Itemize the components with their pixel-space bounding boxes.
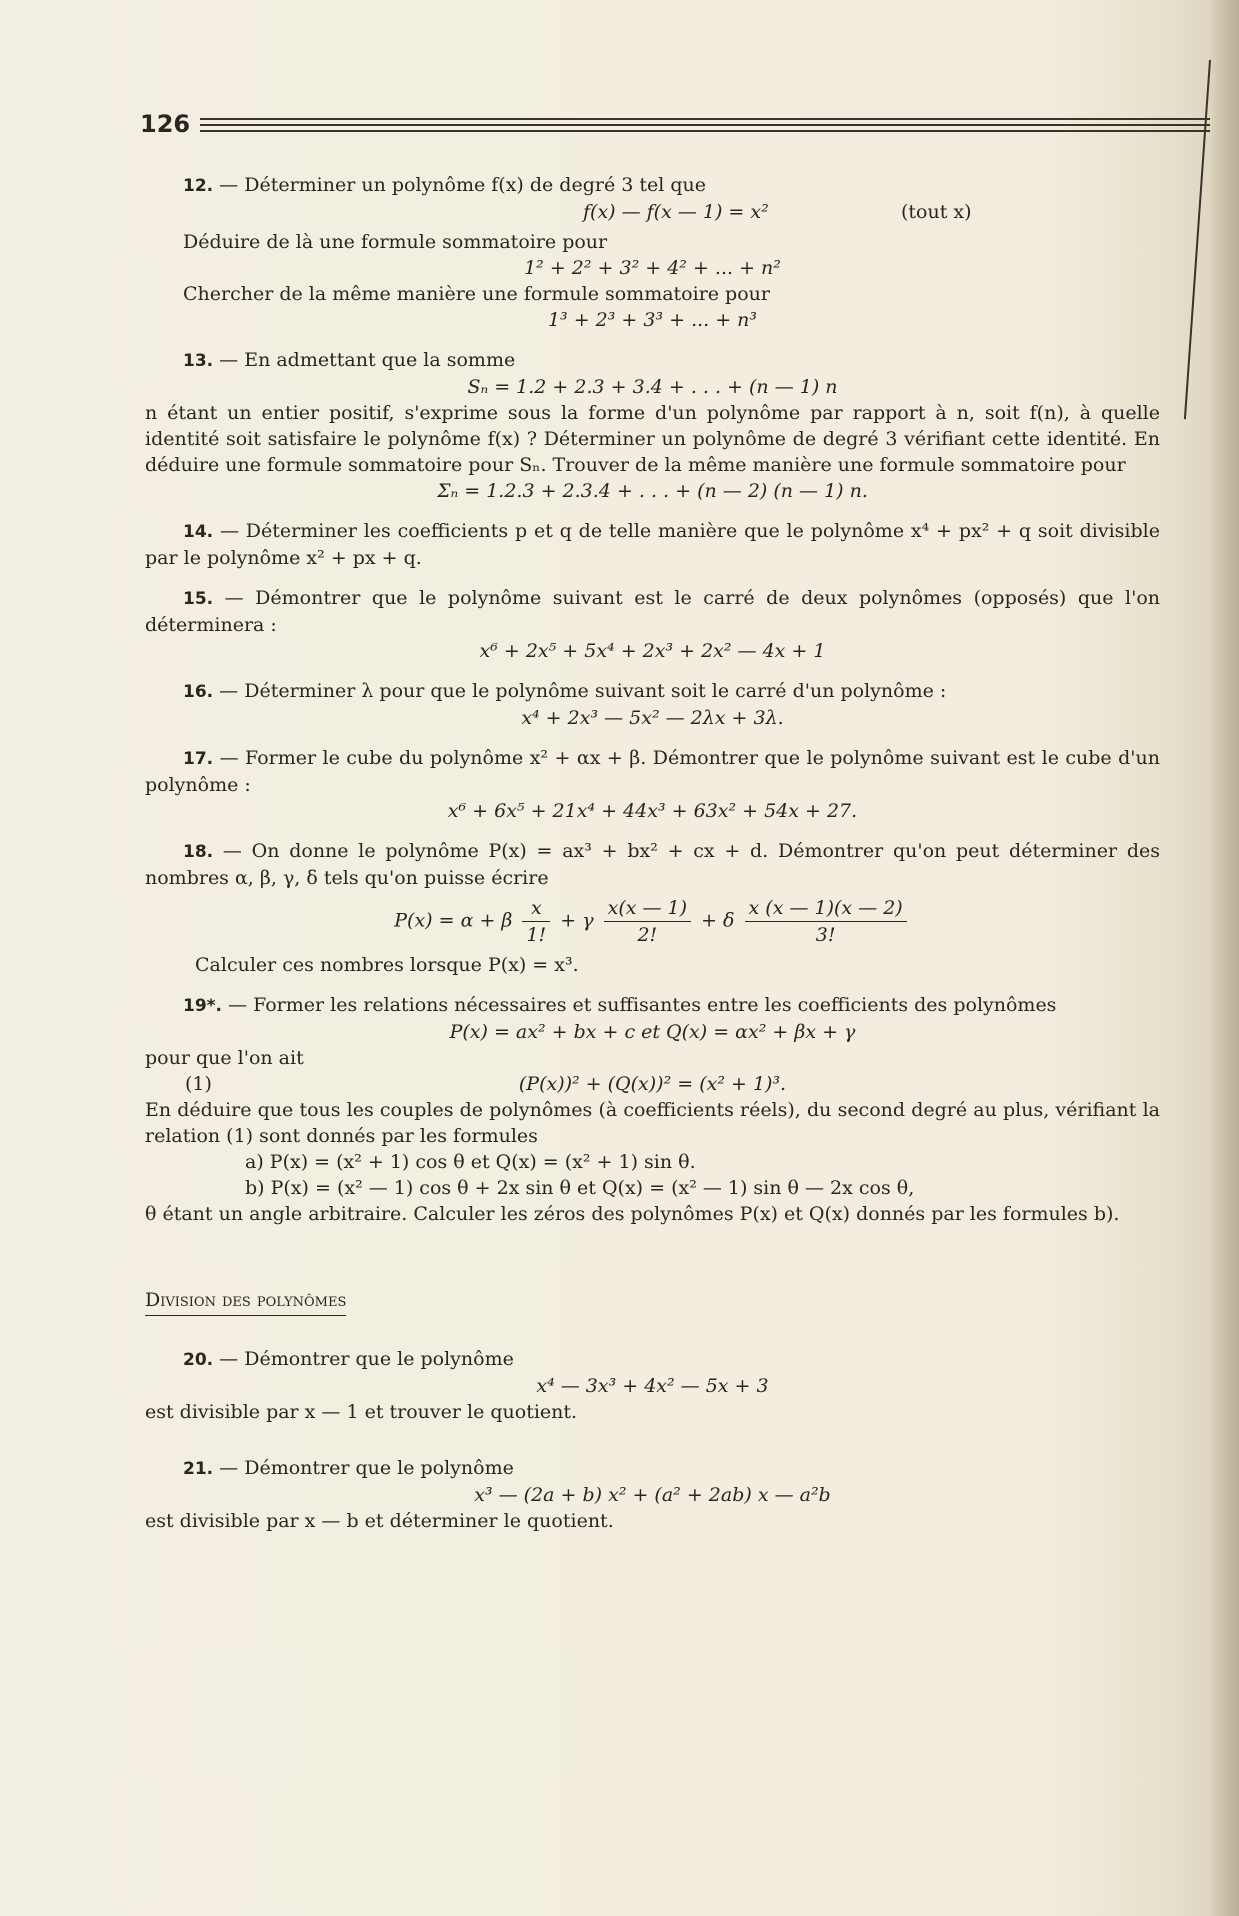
- exercise-text: — Former le cube du polynôme x² + αx + β. Démontrer que le polynôme suivant est le cube d'un polynôme :: [145, 747, 1160, 796]
- exercise-text: Déduire de là une formule sommatoire pour: [183, 231, 608, 253]
- exercise-number: 19*.: [183, 996, 223, 1016]
- exercise-18: [145, 838, 1160, 978]
- exercise-text: — Démontrer que le polynôme suivant est le carré de deux polynômes (opposés) que l'on déterminera :: [145, 587, 1160, 636]
- exercise-text: — Déterminer λ pour que le polynôme suivant soit le carré d'un polynôme :: [219, 680, 947, 702]
- equation-note: (tout x): [901, 201, 972, 223]
- equation: Σₙ = 1.2.3 + 2.3.4 + . . . + (n — 2) (n — 1) n.: [437, 480, 868, 502]
- equation-term: + γ: [560, 909, 594, 932]
- page-fold-line: [1184, 60, 1211, 419]
- exercise-number: 18.: [183, 842, 214, 862]
- exercise-text: est divisible par x — b et déterminer le quotient.: [145, 1510, 614, 1532]
- equation: f(x) — f(x — 1) = x²: [583, 201, 769, 223]
- equation: (P(x))² + (Q(x))² = (x² + 1)³.: [518, 1073, 787, 1095]
- exercise-number: 20.: [183, 1350, 214, 1370]
- exercise-12: [145, 172, 1160, 333]
- exercise-text: — Démontrer que le polynôme: [219, 1348, 514, 1370]
- equation-term: + δ: [701, 909, 735, 932]
- section-heading: [145, 1287, 1160, 1316]
- exercise-text: — Démontrer que le polynôme: [219, 1457, 514, 1479]
- equation: 1² + 2² + 3² + 4² + ... + n²: [524, 257, 781, 279]
- equation: x³ — (2a + b) x² + (a² + 2ab) x — a²b: [474, 1484, 831, 1506]
- equation: x⁴ + 2x³ — 5x² — 2λx + 3λ.: [521, 707, 784, 729]
- exercise-text: — Déterminer les coefficients p et q de telle manière que le polynôme x⁴ + px² + q soit divisible par le polynôme x² + px + q.: [145, 520, 1160, 569]
- exercise-20: [145, 1346, 1160, 1425]
- page-number: 126: [140, 110, 191, 138]
- exercise-text: n étant un entier positif, s'exprime sous la forme d'un polynôme par rapport à n, soit f(n), à quelle identité soit satisfaire le polynôme f(x) ? Déterminer un polynôme de degré 3 vérifiant cette identité. En déduire une formule sommatoire pour Sₙ. Trouver de la même manière une formule sommatoire pour: [145, 402, 1160, 476]
- exercise-number: 13.: [183, 351, 214, 371]
- exercise-text: pour que l'on ait: [145, 1047, 304, 1069]
- exercise-text: Calculer ces nombres lorsque P(x) = x³.: [195, 954, 579, 976]
- section-title: Division des polynômes: [145, 1287, 346, 1316]
- fraction: $\frac{x(x — 1)}{2!}$: [604, 895, 691, 948]
- exercise-text: — Déterminer un polynôme f(x) de degré 3 tel que: [219, 174, 707, 196]
- exercise-text: — Former les relations nécessaires et suffisantes entre les coefficients des polynômes: [228, 994, 1057, 1016]
- fraction: $\frac{x (x — 1)(x — 2)}{3!}$: [745, 895, 907, 948]
- header-rule: [200, 130, 1210, 132]
- exercise-text: En déduire que tous les couples de polynômes (à coefficients réels), du second degré au plus, vérifiant la relation (1) sont donnés par les formules: [145, 1099, 1160, 1147]
- exercise-16: [145, 678, 1160, 731]
- exercise-number: 15.: [183, 589, 214, 609]
- exercise-number: 12.: [183, 176, 214, 196]
- exercise-15: [145, 585, 1160, 664]
- exercise-text: — On donne le polynôme P(x) = ax³ + bx² + cx + d. Démontrer qu'on peut déterminer des nombres α, β, γ, δ tels qu'on puisse écrire: [145, 840, 1160, 889]
- exercise-13: [145, 347, 1160, 504]
- equation-tag: (1): [185, 1073, 212, 1095]
- exercise-14: [145, 518, 1160, 571]
- exercise-number: 21.: [183, 1459, 214, 1479]
- exercise-text: est divisible par x — 1 et trouver le quotient.: [145, 1401, 578, 1423]
- equation: x⁴ — 3x³ + 4x² — 5x + 3: [536, 1375, 769, 1397]
- page-edge-shadow: [1209, 0, 1239, 1916]
- equation: P(x) = ax² + bx + c et Q(x) = αx² + βx + γ: [449, 1021, 856, 1043]
- equation: Sₙ = 1.2 + 2.3 + 3.4 + . . . + (n — 1) n: [467, 376, 838, 398]
- exercise-text: — En admettant que la somme: [219, 349, 516, 371]
- exercise-17: [145, 745, 1160, 824]
- equation: x⁶ + 2x⁵ + 5x⁴ + 2x³ + 2x² — 4x + 1: [479, 640, 826, 662]
- exercise-number: 14.: [183, 522, 214, 542]
- formula-a: a) P(x) = (x² + 1) cos θ et Q(x) = (x² + 1) sin θ.: [245, 1151, 696, 1173]
- fraction: $\frac{x}{1!}$: [522, 895, 550, 948]
- header-rule: [200, 124, 1210, 126]
- equation: [145, 895, 1160, 948]
- formula-b: b) P(x) = (x² — 1) cos θ + 2x sin θ et Q(x) = (x² — 1) sin θ — 2x cos θ,: [245, 1177, 915, 1199]
- exercise-text: Chercher de la même manière une formule sommatoire pour: [183, 283, 770, 305]
- equation: x⁶ + 6x⁵ + 21x⁴ + 44x³ + 63x² + 54x + 27.: [447, 800, 858, 822]
- exercise-number: 17.: [183, 749, 214, 769]
- equation: 1³ + 2³ + 3³ + ... + n³: [547, 309, 758, 331]
- exercise-list: [145, 172, 1160, 1534]
- exercise-19: [145, 992, 1160, 1227]
- page-header: [140, 110, 1160, 140]
- exercise-text: θ étant un angle arbitraire. Calculer les zéros des polynômes P(x) et Q(x) donnés par les formules b).: [145, 1203, 1120, 1225]
- equation-term: P(x) = α + β: [394, 909, 513, 932]
- exercise-21: [145, 1455, 1160, 1534]
- exercise-number: 16.: [183, 682, 214, 702]
- header-rule: [200, 118, 1210, 120]
